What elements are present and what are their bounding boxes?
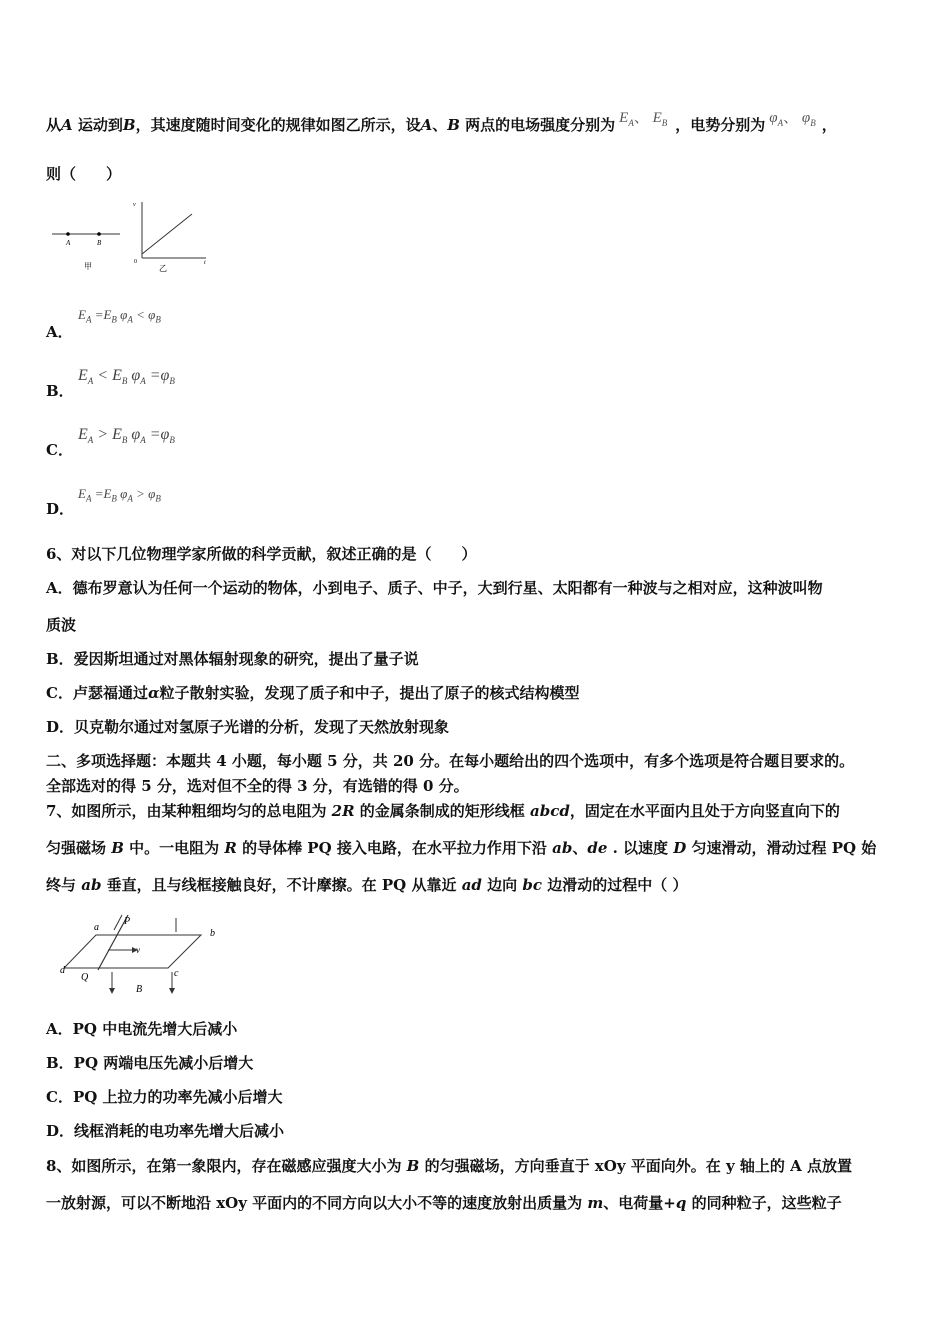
q5-figure	[44, 196, 224, 278]
v-t-line	[142, 214, 192, 254]
q7-text: 7、如图所示，由某种粗细均匀的总电阻为	[46, 802, 332, 820]
q5-option-a-formula: $E_A =E_B$ $\varphi_A < \varphi_B$	[78, 307, 161, 325]
q7-var: ad	[461, 876, 482, 894]
q7-var: D	[673, 839, 687, 857]
q7-text: . 以速度	[607, 839, 674, 857]
q6-option-d[interactable]: D．贝克勒尔通过对氢原子光谱的分析，发现了天然放射现象	[46, 718, 450, 736]
q6-option-b[interactable]: B．爱因斯坦通过对黑体辐射现象的研究，提出了量子说	[46, 650, 419, 668]
ea-symbol: E	[619, 110, 629, 126]
eb-sub: B	[661, 118, 668, 128]
pa-sub: A	[777, 118, 784, 128]
q7-var: bc	[522, 876, 542, 894]
q7-var: R	[224, 839, 237, 857]
q8-stem-line2	[46, 1192, 842, 1213]
fig-yi-label: 乙	[159, 264, 167, 273]
q5-option-d-formula: $E_A =E_B$ $\varphi_A > \varphi_B$	[78, 486, 161, 504]
point-a-label: A	[66, 239, 71, 247]
q5-text: ，电势分别为	[675, 116, 766, 134]
fig-jia-label: 甲	[84, 262, 92, 271]
q5-text: 两点的电场强度分别为	[459, 116, 616, 134]
separator: 、	[633, 110, 649, 126]
q5-text: ，	[821, 116, 837, 134]
point-a-dot	[66, 232, 70, 236]
pb-sub: B	[810, 118, 816, 128]
q7-text: 匀强磁场	[46, 839, 112, 857]
eb-symbol: E	[652, 110, 662, 126]
q8-text: 8、如图所示，在第一象限内，存在磁感应强度大小为	[46, 1157, 407, 1175]
separator: 、	[783, 110, 799, 126]
label-q: Q	[81, 972, 89, 983]
q5-field-strengths	[619, 110, 667, 126]
q5-option-c-label[interactable]: C．	[46, 441, 73, 459]
q7-stem-line3	[46, 874, 687, 895]
q7-option-c[interactable]: C．PQ 上拉力的功率先减小后增大	[46, 1088, 283, 1106]
section2-line1: 二、多项选择题：本题共 4 小题，每小题 5 分，共 20 分。在每小题给出的四个选项中，有多个选项是符合题目要求的。	[46, 752, 855, 770]
q7-text: 边向	[481, 876, 523, 894]
q7-var: ab	[552, 839, 573, 857]
q6-stem: 6、对以下几位物理学家所做的科学贡献，叙述正确的是（ ）	[46, 545, 477, 563]
q7-text: 匀速滑动，滑动过程 PQ 始	[686, 839, 877, 857]
q5-var-B: B	[447, 116, 460, 134]
q7-var: de	[587, 839, 608, 857]
q5-option-b-formula: $E_A < E_B$ $\varphi_A =\varphi_B$	[78, 367, 175, 387]
q7-text: 的金属条制成的矩形线框	[354, 802, 531, 820]
q7-figure	[56, 910, 236, 1000]
pa-symbol: φ	[769, 110, 778, 126]
q8-stem-line1	[46, 1155, 852, 1176]
pb-symbol: φ	[801, 110, 811, 126]
q5-text: ，其速度随时间变化的规律如图乙所示，设	[135, 116, 421, 134]
q7-text: ，固定在水平面内且处于方向竖直向下的	[569, 802, 840, 820]
label-p: P	[124, 916, 131, 927]
q7-text: 中。一电阻为	[123, 839, 225, 857]
q5-stem-line2: 则（ ）	[46, 165, 122, 183]
q7-text: 、	[572, 839, 588, 857]
q7-text: 垂直，且与线框接触良好，不计摩擦。在 PQ 从靠近	[101, 876, 462, 894]
q6-option-c[interactable]	[46, 682, 580, 703]
q8-text: 一放射源，可以不断地沿 xOy 平面内的不同方向以大小不等的速度放射出质量为	[46, 1194, 588, 1212]
origin-label: 0	[134, 259, 137, 265]
q8-var: m	[587, 1194, 604, 1212]
q7-stem-line1	[46, 800, 840, 821]
q7-option-a[interactable]: A．PQ 中电流先增大后减小	[46, 1020, 238, 1038]
q5-option-b-label[interactable]: B．	[46, 382, 74, 400]
v-label: v	[133, 202, 136, 208]
q7-var: B	[111, 839, 124, 857]
q5-var-A: A	[61, 116, 73, 134]
q7-text: 的导体棒 PQ 接入电路，在水平拉力作用下沿	[236, 839, 553, 857]
q7-var: 2R	[331, 802, 355, 820]
q5-text: 、	[432, 116, 448, 134]
label-a: a	[94, 922, 99, 933]
label-b: b	[210, 928, 215, 939]
q8-text: 的匀强磁场，方向垂直于 xOy 平面向外。在 y 轴上的 A 点放置	[419, 1157, 852, 1175]
q5-option-a-label[interactable]: A．	[46, 323, 73, 341]
q7-option-b[interactable]: B．PQ 两端电压先减小后增大	[46, 1054, 254, 1072]
q8-text: 、电荷量+	[603, 1194, 676, 1212]
q5-option-d-label[interactable]: D．	[46, 500, 75, 518]
q5-potentials	[769, 110, 815, 126]
q6-option-a-line2: 质波	[46, 616, 77, 634]
q7-stem-line2	[46, 837, 876, 858]
q5-option-c-formula: $E_A > E_B$ $\varphi_A =\varphi_B$	[78, 426, 175, 446]
q6-option-c-text: 粒子散射实验，发现了质子和中子，提出了原子的核式结构模型	[159, 684, 580, 702]
label-d: d	[60, 965, 65, 976]
b-arrowhead-1	[109, 988, 115, 994]
point-b-label: B	[97, 239, 102, 247]
b-arrowhead-2	[169, 988, 175, 994]
q5-var-B: B	[122, 116, 136, 134]
q7-text: 终与	[46, 876, 82, 894]
alpha-symbol: α	[147, 684, 160, 702]
q7-option-d[interactable]: D．线框消耗的电功率先增大后减小	[46, 1122, 285, 1140]
label-v: v	[136, 945, 140, 955]
q5-text: 运动到	[72, 116, 123, 134]
q7-var: ab	[81, 876, 102, 894]
ea-sub: A	[628, 118, 634, 128]
q7-var: abcd	[530, 802, 570, 820]
q8-text: 的同种粒子，这些粒子	[686, 1194, 842, 1212]
q7-text: 边滑动的过程中（ ）	[542, 876, 688, 894]
q8-var: B	[406, 1157, 420, 1175]
section2-line2: 全部选对的得 5 分，选对但不全的得 3 分，有选错的得 0 分。	[46, 777, 469, 795]
q5-text: 从	[46, 116, 62, 134]
t-label: t	[204, 260, 206, 266]
point-b-dot	[97, 232, 101, 236]
label-field-b: B	[136, 984, 143, 995]
q8-var: q	[675, 1194, 687, 1212]
q5-stem-line1	[46, 110, 837, 136]
label-c: c	[174, 968, 179, 979]
q6-option-a-line1[interactable]: A．德布罗意认为任何一个运动的物体，小到电子、质子、中子，大到行星、太阳都有一种波与之相对应，这种波叫物	[46, 579, 823, 597]
q5-var-A: A	[420, 116, 433, 134]
q6-option-c-text: C．卢瑟福通过	[46, 684, 148, 702]
